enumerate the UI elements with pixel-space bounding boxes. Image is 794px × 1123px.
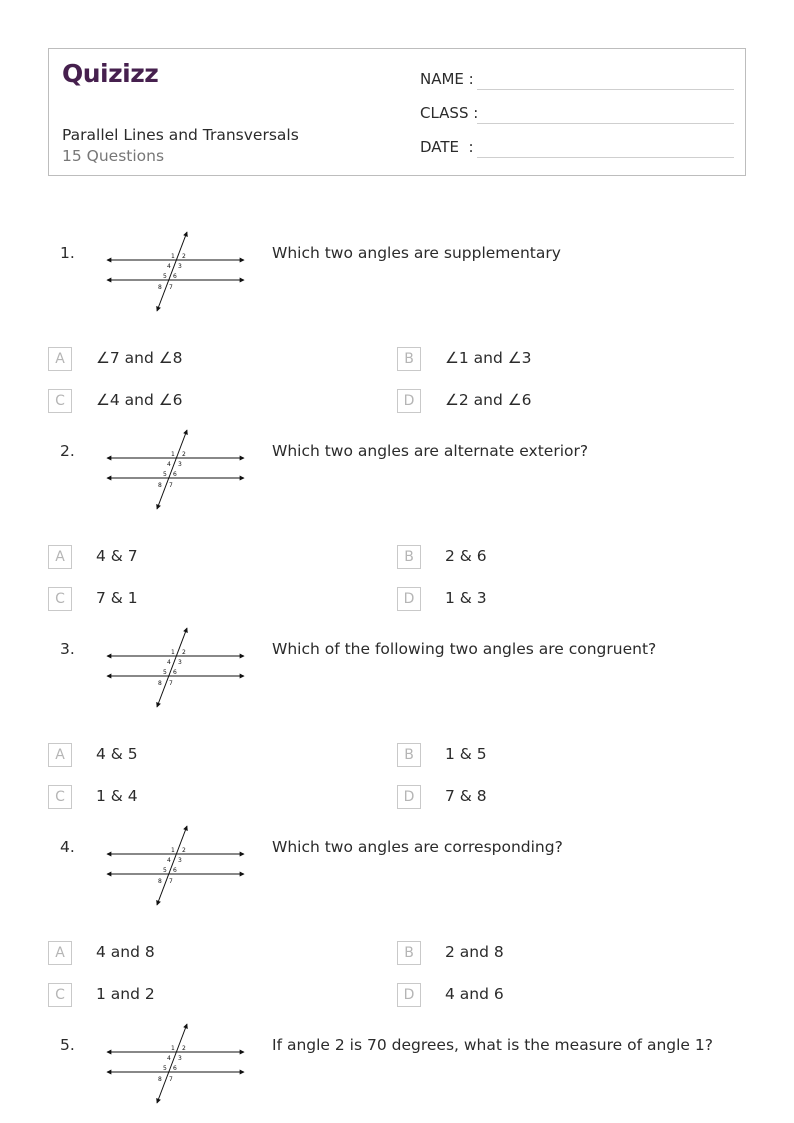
angle-label-3: 3	[178, 263, 182, 270]
angle-label-6: 6	[173, 471, 177, 478]
option-text: ∠2 and ∠6	[445, 391, 532, 409]
angle-label-3: 3	[178, 659, 182, 666]
angle-label-4: 4	[167, 263, 171, 270]
question-number: 1.	[60, 244, 75, 262]
option-a[interactable]	[48, 545, 348, 569]
class-label: CLASS :	[420, 104, 479, 122]
option-b[interactable]	[397, 743, 697, 767]
transversal-line	[157, 628, 187, 707]
angle-label-5: 5	[163, 867, 167, 874]
option-letter-box[interactable]: B	[397, 941, 421, 965]
angle-label-7: 7	[169, 1076, 173, 1083]
name-line[interactable]	[477, 89, 734, 90]
angle-label-7: 7	[169, 482, 173, 489]
parallel-lines-diagram	[104, 824, 248, 908]
angle-label-2: 2	[182, 1045, 186, 1052]
option-d[interactable]	[397, 983, 697, 1007]
option-letter-box[interactable]: C	[48, 587, 72, 611]
option-text: ∠7 and ∠8	[96, 349, 183, 367]
option-b[interactable]	[397, 347, 697, 371]
option-letter-box[interactable]: C	[48, 983, 72, 1007]
angle-label-7: 7	[169, 680, 173, 687]
angle-label-7: 7	[169, 284, 173, 291]
worksheet-header	[48, 48, 746, 176]
question-text: Which two angles are alternate exterior?	[272, 442, 589, 460]
angle-label-1: 1	[171, 1045, 175, 1052]
transversal-line	[157, 430, 187, 509]
option-letter-box[interactable]: A	[48, 743, 72, 767]
angle-label-2: 2	[182, 253, 186, 260]
angle-label-1: 1	[171, 451, 175, 458]
question-text: Which two angles are corresponding?	[272, 838, 563, 856]
class-field[interactable]	[420, 100, 734, 124]
option-a[interactable]	[48, 347, 348, 371]
question-5	[0, 1036, 794, 1123]
question-2	[0, 442, 794, 632]
angle-label-3: 3	[178, 461, 182, 468]
question-1	[0, 244, 794, 434]
question-text: Which two angles are supplementary	[272, 244, 561, 262]
angle-label-8: 8	[158, 878, 162, 885]
option-letter-box[interactable]: B	[397, 347, 421, 371]
name-field[interactable]	[420, 66, 734, 90]
angle-label-2: 2	[182, 451, 186, 458]
option-d[interactable]	[397, 587, 697, 611]
option-letter-box[interactable]: C	[48, 785, 72, 809]
transversal-line	[157, 826, 187, 905]
angle-label-5: 5	[163, 669, 167, 676]
option-text: 1 & 5	[445, 745, 487, 763]
option-c[interactable]	[48, 785, 348, 809]
option-a[interactable]	[48, 743, 348, 767]
angle-label-5: 5	[163, 471, 167, 478]
option-text: 4 and 8	[96, 943, 155, 961]
parallel-lines-diagram	[104, 428, 248, 512]
option-b[interactable]	[397, 545, 697, 569]
option-text: ∠1 and ∠3	[445, 349, 532, 367]
option-text: ∠4 and ∠6	[96, 391, 183, 409]
transversal-line	[157, 1024, 187, 1103]
angle-label-1: 1	[171, 847, 175, 854]
option-d[interactable]	[397, 389, 697, 413]
transversal-line	[157, 232, 187, 311]
angle-label-6: 6	[173, 273, 177, 280]
option-b[interactable]	[397, 941, 697, 965]
angle-label-6: 6	[173, 1065, 177, 1072]
option-text: 7 & 1	[96, 589, 138, 607]
question-4	[0, 838, 794, 1028]
option-text: 4 & 7	[96, 547, 138, 565]
angle-label-7: 7	[169, 878, 173, 885]
question-number: 2.	[60, 442, 75, 460]
parallel-lines-diagram	[104, 626, 248, 710]
date-field[interactable]	[420, 134, 734, 158]
angle-label-4: 4	[167, 659, 171, 666]
option-letter-box[interactable]: B	[397, 545, 421, 569]
angle-label-1: 1	[171, 649, 175, 656]
question-3	[0, 640, 794, 830]
option-letter-box[interactable]: B	[397, 743, 421, 767]
angle-label-1: 1	[171, 253, 175, 260]
option-text: 1 & 4	[96, 787, 138, 805]
question-text: Which of the following two angles are congruent?	[272, 640, 657, 658]
angle-label-8: 8	[158, 482, 162, 489]
class-line[interactable]	[477, 123, 734, 124]
worksheet-title: Parallel Lines and Transversals	[62, 126, 299, 144]
angle-label-4: 4	[167, 461, 171, 468]
option-c[interactable]	[48, 389, 348, 413]
date-line[interactable]	[477, 157, 734, 158]
angle-label-2: 2	[182, 649, 186, 656]
angle-label-2: 2	[182, 847, 186, 854]
question-text: If angle 2 is 70 degrees, what is the measure of angle 1?	[272, 1036, 713, 1054]
question-count: 15 Questions	[62, 147, 165, 165]
option-c[interactable]	[48, 587, 348, 611]
angle-label-4: 4	[167, 1055, 171, 1062]
option-c[interactable]	[48, 983, 348, 1007]
parallel-lines-diagram	[104, 1022, 248, 1106]
option-text: 4 and 6	[445, 985, 504, 1003]
angle-label-4: 4	[167, 857, 171, 864]
option-letter-box[interactable]: D	[397, 587, 421, 611]
option-letter-box[interactable]: D	[397, 983, 421, 1007]
angle-label-6: 6	[173, 669, 177, 676]
angle-label-5: 5	[163, 1065, 167, 1072]
option-a[interactable]	[48, 941, 348, 965]
option-letter-box[interactable]: A	[48, 347, 72, 371]
option-text: 2 and 8	[445, 943, 504, 961]
question-number: 5.	[60, 1036, 75, 1054]
angle-label-8: 8	[158, 284, 162, 291]
option-text: 1 and 2	[96, 985, 155, 1003]
angle-label-6: 6	[173, 867, 177, 874]
option-letter-box[interactable]: A	[48, 545, 72, 569]
option-d[interactable]	[397, 785, 697, 809]
angle-label-8: 8	[158, 1076, 162, 1083]
option-text: 7 & 8	[445, 787, 487, 805]
option-text: 2 & 6	[445, 547, 487, 565]
option-letter-box[interactable]: C	[48, 389, 72, 413]
quizizz-logo: Quizizz	[62, 59, 159, 88]
parallel-lines-diagram	[104, 230, 248, 314]
option-text: 1 & 3	[445, 589, 487, 607]
name-label: NAME :	[420, 70, 474, 88]
option-letter-box[interactable]: D	[397, 785, 421, 809]
question-number: 3.	[60, 640, 75, 658]
angle-label-3: 3	[178, 857, 182, 864]
option-letter-box[interactable]: D	[397, 389, 421, 413]
question-number: 4.	[60, 838, 75, 856]
angle-label-8: 8	[158, 680, 162, 687]
angle-label-5: 5	[163, 273, 167, 280]
option-text: 4 & 5	[96, 745, 138, 763]
option-letter-box[interactable]: A	[48, 941, 72, 965]
angle-label-3: 3	[178, 1055, 182, 1062]
date-label: DATE :	[420, 138, 474, 156]
